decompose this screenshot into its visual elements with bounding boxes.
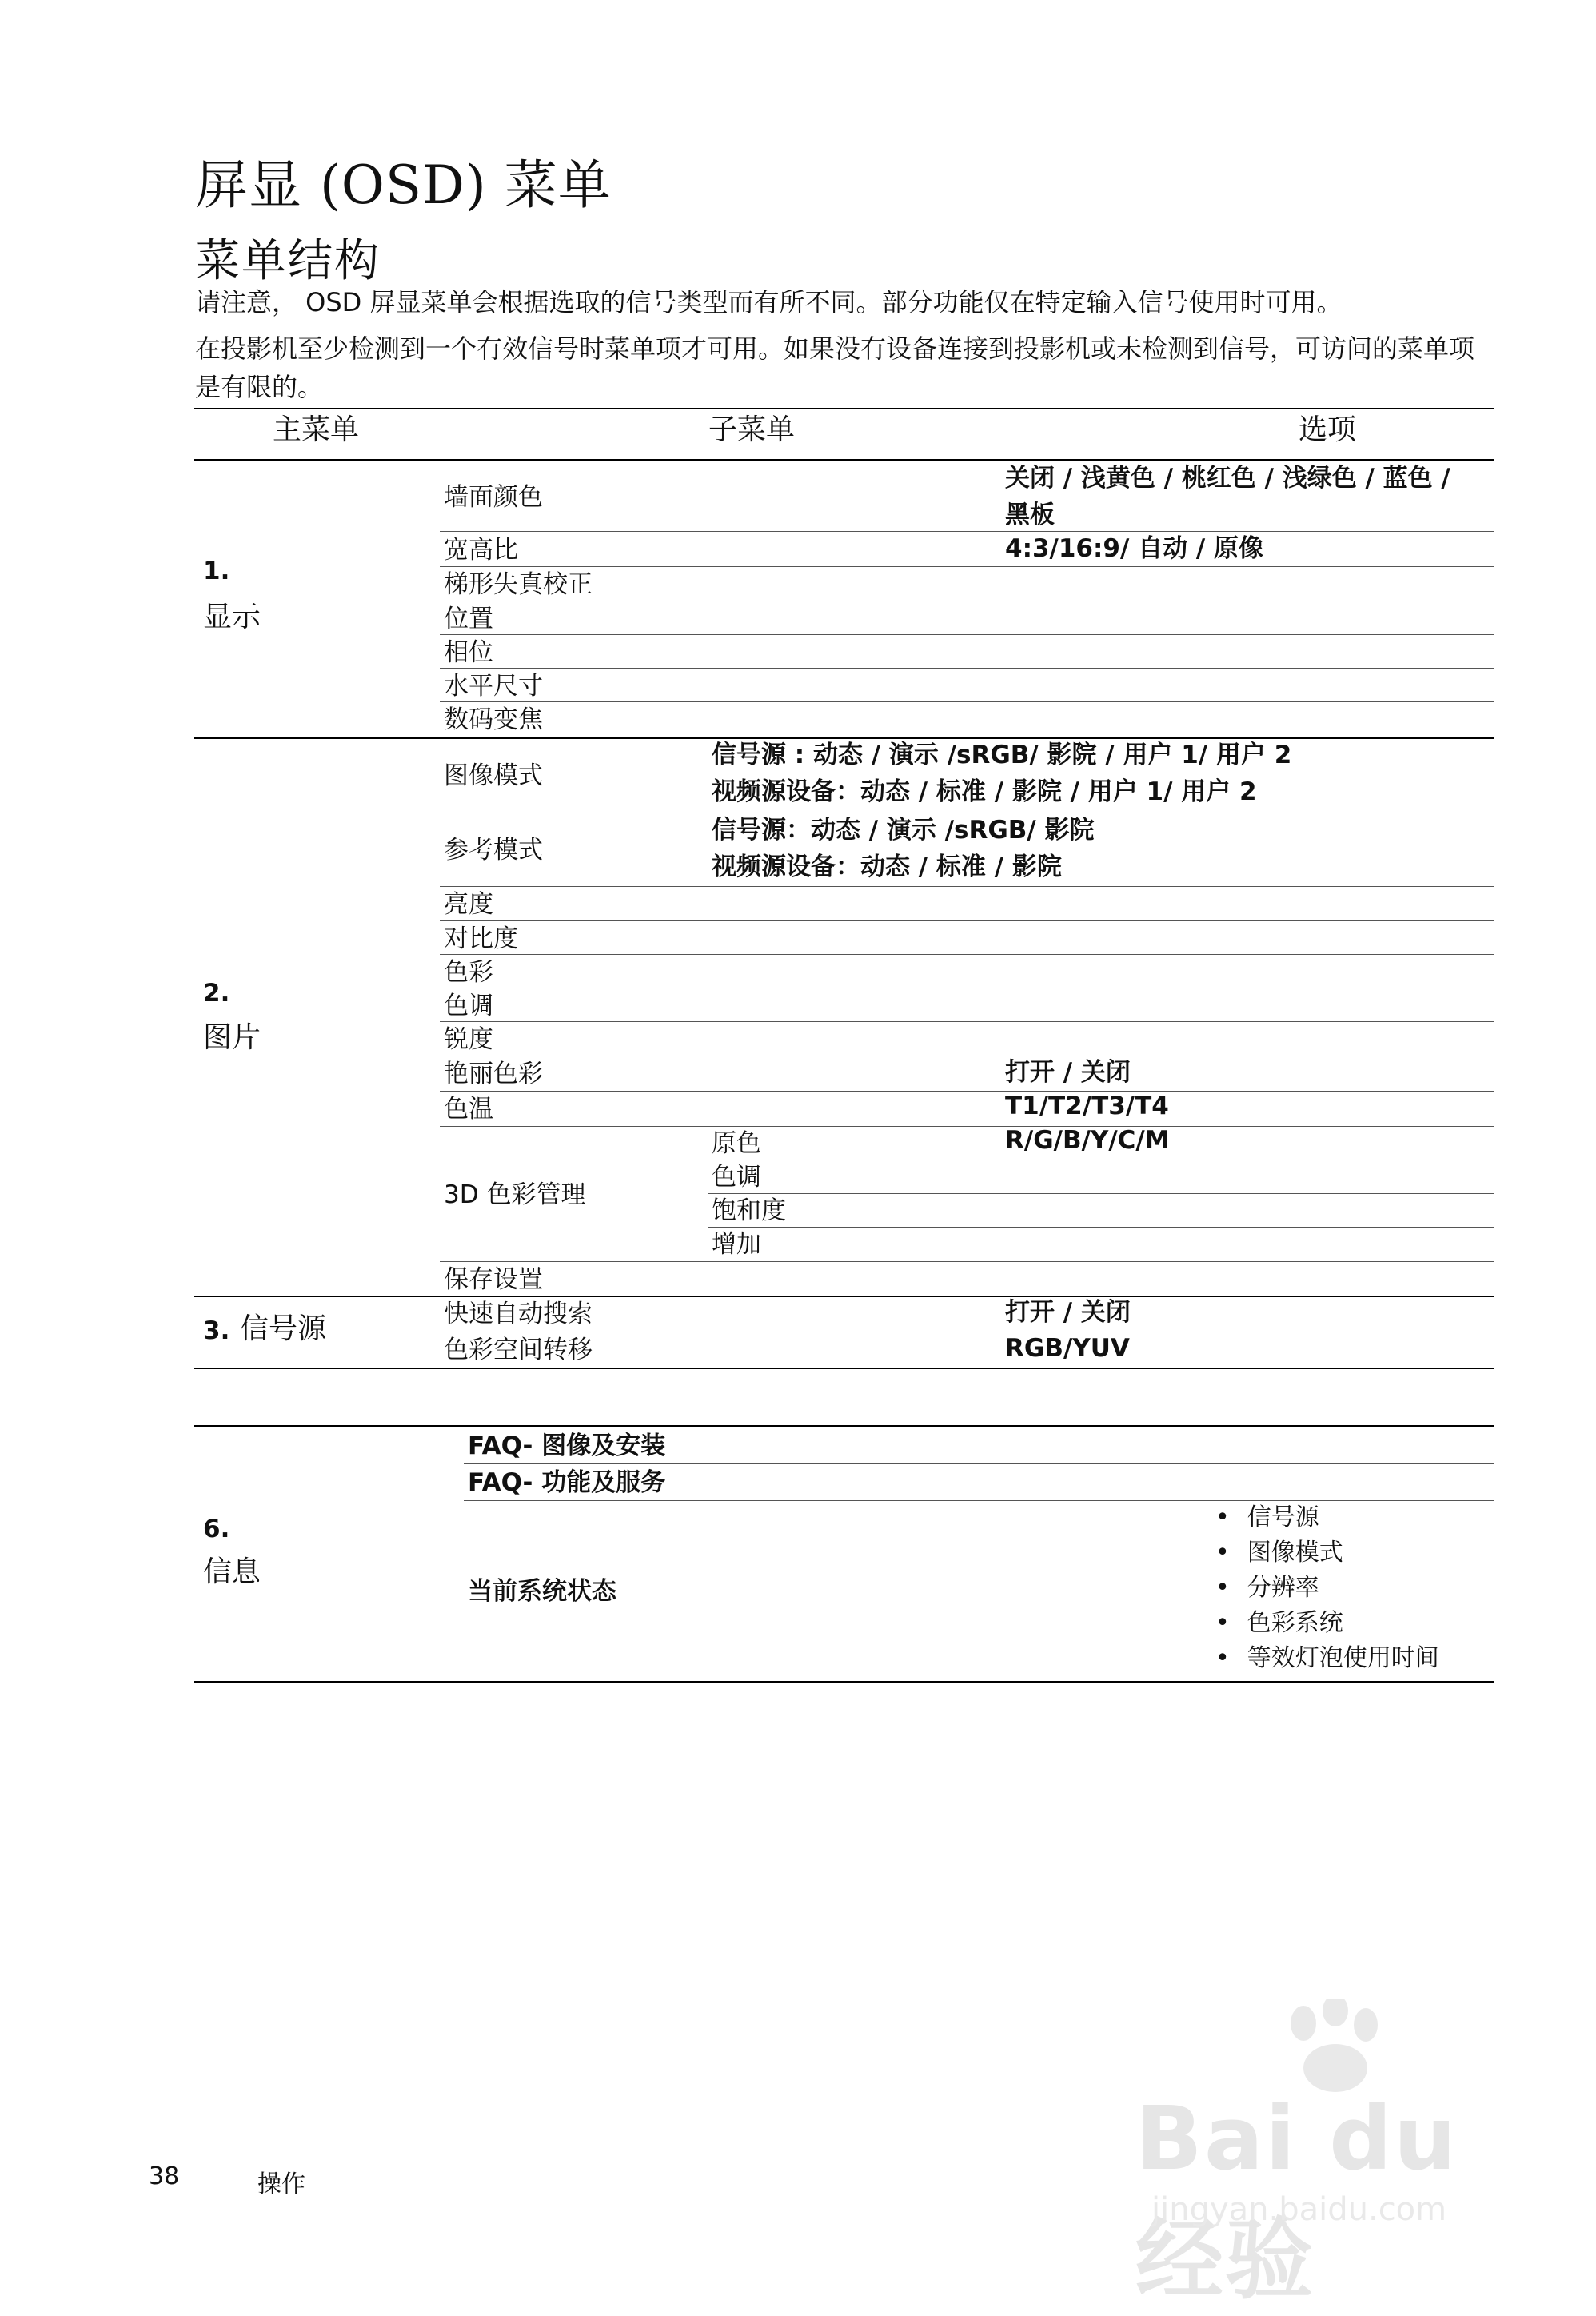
- header-sub-menu: 子菜单: [708, 413, 795, 446]
- option-color-temp: T1/T2/T3/T4: [1005, 1092, 1169, 1120]
- row-divider: [440, 701, 1494, 702]
- row-divider: [708, 1227, 1494, 1228]
- option-wall-color-line1: 关闭 / 浅黄色 / 桃红色 / 浅绿色 / 蓝色 /: [1005, 464, 1450, 493]
- submenu-color-space-conversion: 色彩空间转移: [444, 1336, 593, 1364]
- option-primary-color: R/G/B/Y/C/M: [1005, 1126, 1170, 1155]
- row-divider: [440, 886, 1494, 887]
- submenu-h-size: 水平尺寸: [444, 672, 543, 701]
- group-divider: [194, 1296, 1494, 1297]
- intro-paragraph-1: 请注意， OSD 屏显菜单会根据选取的信号类型而有所不同。部分功能仅在特定输入信号使用时可用。: [195, 287, 1343, 317]
- group-name-picture: 图片: [203, 1021, 261, 1054]
- submenu-quick-auto-search: 快速自动搜索: [444, 1300, 593, 1328]
- page-title: 屏显 (OSD) 菜单: [195, 154, 612, 216]
- submenu-color-temp: 色温: [444, 1095, 493, 1124]
- submenu-faq-image-installation: FAQ- 图像及安装: [468, 1432, 666, 1460]
- row-divider: [440, 566, 1494, 567]
- submenu-primary-color: 原色: [712, 1129, 761, 1158]
- submenu-reference-mode: 参考模式: [444, 836, 543, 865]
- submenu-save-settings: 保存设置: [444, 1265, 543, 1294]
- submenu-picture-mode: 图像模式: [444, 761, 543, 790]
- group-number-information: 6.: [203, 1515, 230, 1543]
- option-reference-mode-video: 视频源设备：动态 / 标准 / 影院: [712, 853, 1062, 881]
- list-item: • 色彩系统: [1215, 1606, 1439, 1641]
- row-divider: [440, 634, 1494, 635]
- row-divider: [440, 1126, 1494, 1127]
- submenu-saturation: 饱和度: [712, 1196, 786, 1225]
- submenu-sharpness: 锐度: [444, 1025, 493, 1054]
- submenu-aspect-ratio: 宽高比: [444, 536, 518, 565]
- submenu-keystone: 梯形失真校正: [444, 570, 593, 599]
- submenu-contrast: 对比度: [444, 924, 518, 953]
- option-aspect-ratio: 4:3/16:9/ 自动 / 原像: [1005, 534, 1263, 563]
- group-divider: [194, 1368, 1494, 1369]
- group-name-display: 显示: [203, 601, 261, 633]
- page-number: 38: [149, 2162, 180, 2190]
- submenu-color: 色彩: [444, 958, 493, 987]
- submenu-hue: 色调: [712, 1163, 761, 1192]
- list-item: • 分辨率: [1215, 1571, 1439, 1606]
- watermark-url: jingyan.baidu.com: [1151, 2191, 1447, 2228]
- submenu-digital-zoom: 数码变焦: [444, 705, 543, 734]
- row-divider: [440, 920, 1494, 921]
- submenu-brightness: 亮度: [444, 890, 493, 919]
- submenu-current-system-status: 当前系统状态: [468, 1577, 616, 1606]
- submenu-gain: 增加: [712, 1230, 761, 1259]
- option-quick-auto-search: 打开 / 关闭: [1005, 1298, 1131, 1327]
- group-divider: [194, 1425, 1494, 1427]
- submenu-wall-color: 墙面颜色: [444, 483, 543, 512]
- row-divider: [440, 1261, 1494, 1262]
- submenu-phase: 相位: [444, 638, 493, 667]
- table-bottom-rule: [194, 1681, 1494, 1683]
- intro-paragraph-2: 在投影机至少检测到一个有效信号时菜单项才可用。如果没有设备连接到投影机或未检测到信号，可访问的菜单项是有限的。: [195, 333, 1475, 402]
- menu-structure-table: [192, 0, 1495, 2265]
- footer-section-label: 操作: [257, 2170, 305, 2198]
- submenu-3d-color-management: 3D 色彩管理: [444, 1180, 586, 1209]
- table-top-rule: [194, 408, 1494, 409]
- row-divider: [440, 668, 1494, 669]
- option-picture-mode-pc: 信号源 : 动态 / 演示 /sRGB/ 影院 / 用户 1/ 用户 2: [712, 741, 1292, 769]
- group-number-source: 3.: [203, 1316, 230, 1345]
- row-divider: [464, 1463, 1494, 1464]
- section-title: 菜单结构: [195, 235, 381, 287]
- baidu-watermark: [1135, 1999, 1519, 2311]
- header-main-menu: 主菜单: [272, 413, 359, 446]
- list-item: • 信号源: [1215, 1500, 1439, 1535]
- list-item: • 等效灯泡使用时间: [1215, 1641, 1439, 1676]
- submenu-position: 位置: [444, 605, 493, 633]
- watermark-logo-text: Bai du 经验: [1135, 2087, 1458, 2311]
- row-divider: [440, 1021, 1494, 1022]
- option-wall-color-line2: 黑板: [1005, 501, 1055, 529]
- list-item: • 图像模式: [1215, 1535, 1439, 1571]
- submenu-tint: 色调: [444, 992, 493, 1020]
- paw-icon: [1271, 1999, 1391, 2095]
- group-name-source: 信号源: [240, 1312, 327, 1345]
- header-bottom-rule: [194, 459, 1494, 461]
- option-picture-mode-video: 视频源设备：动态 / 标准 / 影院 / 用户 1/ 用户 2: [712, 777, 1257, 806]
- system-status-list: [1215, 1500, 1439, 1676]
- submenu-faq-features-service: FAQ- 功能及服务: [468, 1468, 666, 1497]
- row-divider: [440, 531, 1494, 532]
- option-brilliant-color: 打开 / 关闭: [1005, 1058, 1131, 1087]
- option-reference-mode-pc: 信号源：动态 / 演示 /sRGB/ 影院: [712, 816, 1095, 845]
- row-divider: [708, 1193, 1494, 1194]
- header-options: 选项: [1298, 413, 1356, 446]
- group-number-picture: 2.: [203, 979, 230, 1008]
- group-number-display: 1.: [203, 557, 230, 585]
- option-color-space-conversion: RGB/YUV: [1005, 1334, 1130, 1363]
- submenu-brilliant-color: 艳丽色彩: [444, 1060, 543, 1088]
- row-divider: [440, 954, 1494, 955]
- group-name-information: 信息: [203, 1555, 261, 1588]
- row-divider: [440, 1091, 1494, 1092]
